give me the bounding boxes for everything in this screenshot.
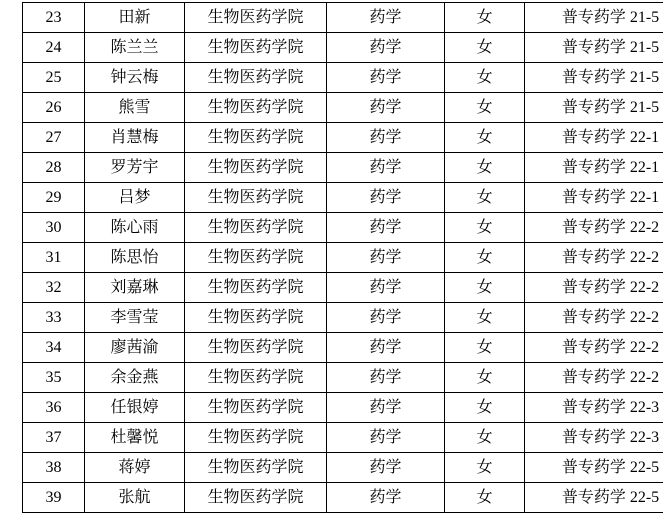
cell-college: 生物医药学院 [185, 453, 327, 483]
table-row [23, 243, 663, 273]
cell-student-name: 吕梦 [85, 183, 185, 213]
cell-gender: 女 [445, 333, 525, 363]
table-row [23, 153, 663, 183]
cell-college: 生物医药学院 [185, 333, 327, 363]
cell-student-number: 35 [23, 363, 85, 393]
cell-major: 药学 [327, 213, 445, 243]
cell-student-number: 24 [23, 33, 85, 63]
cell-student-name: 张航 [85, 483, 185, 513]
cell-student-number: 36 [23, 393, 85, 423]
cell-student-name: 陈思怡 [85, 243, 185, 273]
cell-class: 普专药学 22-1 [525, 153, 663, 183]
cell-college: 生物医药学院 [185, 303, 327, 333]
cell-gender: 女 [445, 273, 525, 303]
table-row [23, 483, 663, 513]
cell-gender: 女 [445, 483, 525, 513]
cell-class: 普专药学 21-5 [525, 33, 663, 63]
cell-gender: 女 [445, 243, 525, 273]
cell-college: 生物医药学院 [185, 483, 327, 513]
cell-college: 生物医药学院 [185, 273, 327, 303]
cell-gender: 女 [445, 363, 525, 393]
cell-gender: 女 [445, 183, 525, 213]
cell-student-number: 23 [23, 3, 85, 33]
cell-student-name: 任银婷 [85, 393, 185, 423]
cell-major: 药学 [327, 423, 445, 453]
cell-class: 普专药学 21-5 [525, 63, 663, 93]
cell-student-name: 钟云梅 [85, 63, 185, 93]
cell-college: 生物医药学院 [185, 243, 327, 273]
table-row [23, 3, 663, 33]
cell-student-name: 廖茜渝 [85, 333, 185, 363]
cell-major: 药学 [327, 3, 445, 33]
cell-student-name: 熊雪 [85, 93, 185, 123]
cell-class: 普专药学 22-5 [525, 483, 663, 513]
cell-student-number: 38 [23, 453, 85, 483]
cell-gender: 女 [445, 393, 525, 423]
cell-gender: 女 [445, 3, 525, 33]
cell-major: 药学 [327, 123, 445, 153]
table-row [23, 183, 663, 213]
cell-student-name: 罗芳宇 [85, 153, 185, 183]
table-row [23, 333, 663, 363]
cell-class: 普专药学 22-2 [525, 303, 663, 333]
cell-major: 药学 [327, 183, 445, 213]
cell-student-number: 39 [23, 483, 85, 513]
cell-college: 生物医药学院 [185, 423, 327, 453]
cell-student-number: 37 [23, 423, 85, 453]
cell-student-name: 李雪莹 [85, 303, 185, 333]
table-row [23, 93, 663, 123]
cell-student-name: 余金燕 [85, 363, 185, 393]
cell-class: 普专药学 21-5 [525, 93, 663, 123]
cell-major: 药学 [327, 393, 445, 423]
cell-class: 普专药学 22-2 [525, 213, 663, 243]
cell-class: 普专药学 22-3 [525, 423, 663, 453]
table-row [23, 273, 663, 303]
cell-student-name: 杜馨悦 [85, 423, 185, 453]
cell-college: 生物医药学院 [185, 393, 327, 423]
cell-student-number: 32 [23, 273, 85, 303]
cell-student-number: 27 [23, 123, 85, 153]
table-row [23, 423, 663, 453]
student-roster-table [22, 2, 663, 513]
cell-class: 普专药学 22-3 [525, 393, 663, 423]
cell-student-name: 陈心雨 [85, 213, 185, 243]
cell-student-number: 34 [23, 333, 85, 363]
cell-college: 生物医药学院 [185, 153, 327, 183]
cell-class: 普专药学 22-5 [525, 453, 663, 483]
cell-major: 药学 [327, 93, 445, 123]
cell-gender: 女 [445, 153, 525, 183]
cell-class: 普专药学 22-2 [525, 363, 663, 393]
cell-class: 普专药学 22-2 [525, 333, 663, 363]
table-body [23, 3, 663, 513]
cell-major: 药学 [327, 153, 445, 183]
cell-gender: 女 [445, 213, 525, 243]
cell-class: 普专药学 22-1 [525, 183, 663, 213]
cell-major: 药学 [327, 453, 445, 483]
cell-major: 药学 [327, 363, 445, 393]
table-row [23, 213, 663, 243]
cell-gender: 女 [445, 303, 525, 333]
cell-student-name: 田新 [85, 3, 185, 33]
cell-class: 普专药学 22-2 [525, 273, 663, 303]
cell-class: 普专药学 22-1 [525, 123, 663, 153]
cell-college: 生物医药学院 [185, 93, 327, 123]
table-row [23, 393, 663, 423]
table-row [23, 303, 663, 333]
cell-class: 普专药学 22-2 [525, 243, 663, 273]
cell-student-name: 陈兰兰 [85, 33, 185, 63]
cell-college: 生物医药学院 [185, 363, 327, 393]
cell-student-number: 33 [23, 303, 85, 333]
cell-gender: 女 [445, 123, 525, 153]
cell-student-name: 蒋婷 [85, 453, 185, 483]
cell-gender: 女 [445, 423, 525, 453]
cell-college: 生物医药学院 [185, 213, 327, 243]
cell-college: 生物医药学院 [185, 123, 327, 153]
cell-major: 药学 [327, 303, 445, 333]
cell-major: 药学 [327, 33, 445, 63]
cell-gender: 女 [445, 453, 525, 483]
table-row [23, 33, 663, 63]
table-row [23, 363, 663, 393]
cell-student-number: 26 [23, 93, 85, 123]
cell-class: 普专药学 21-5 [525, 3, 663, 33]
cell-student-number: 25 [23, 63, 85, 93]
table-row [23, 123, 663, 153]
cell-student-name: 刘嘉琳 [85, 273, 185, 303]
cell-college: 生物医药学院 [185, 33, 327, 63]
cell-major: 药学 [327, 273, 445, 303]
cell-student-number: 31 [23, 243, 85, 273]
cell-major: 药学 [327, 243, 445, 273]
cell-student-name: 肖慧梅 [85, 123, 185, 153]
cell-college: 生物医药学院 [185, 183, 327, 213]
cell-student-number: 30 [23, 213, 85, 243]
cell-gender: 女 [445, 33, 525, 63]
cell-major: 药学 [327, 333, 445, 363]
cell-student-number: 28 [23, 153, 85, 183]
cell-gender: 女 [445, 93, 525, 123]
cell-major: 药学 [327, 483, 445, 513]
cell-college: 生物医药学院 [185, 3, 327, 33]
table-row [23, 63, 663, 93]
cell-major: 药学 [327, 63, 445, 93]
table-row [23, 453, 663, 483]
cell-gender: 女 [445, 63, 525, 93]
cell-college: 生物医药学院 [185, 63, 327, 93]
cell-student-number: 29 [23, 183, 85, 213]
